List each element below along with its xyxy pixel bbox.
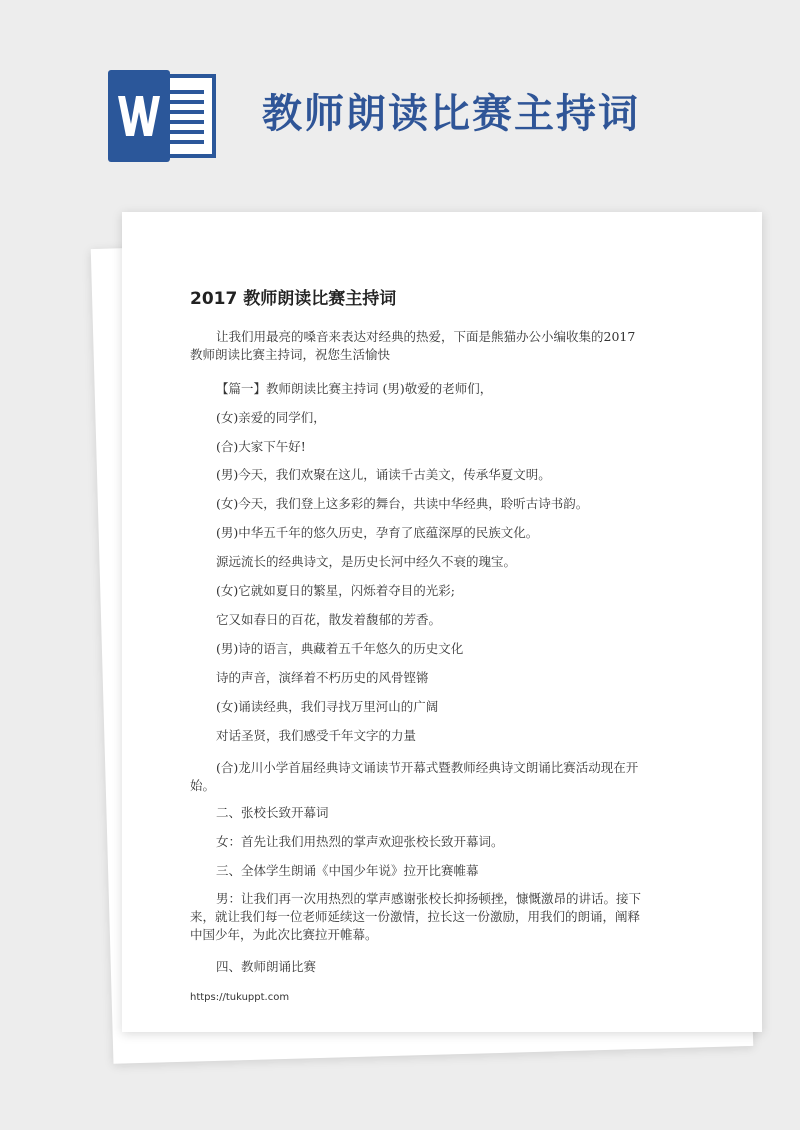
paragraph-line: (合)龙川小学首届经典诗文诵读节开幕式暨教师经典诗文朗诵比赛活动现在开始。 [190, 760, 639, 793]
footer-url: https://tukuppt.com [190, 992, 290, 1003]
intro-paragraph: 让我们用最亮的嗓音来表达对经典的热爱，下面是熊猫办公小编收集的2017 教师朗读比赛主持词，祝您生活愉快 [190, 329, 636, 362]
paragraph-line: 源远流长的经典诗文，是历史长河中经久不衰的瑰宝。 [216, 554, 517, 569]
paragraph-line: (女)诵读经典，我们寻找万里河山的广阔 [216, 699, 439, 714]
paragraph-line: (男)诗的语言，典藏着五千年悠久的历史文化 [216, 641, 464, 656]
section-heading: 四、教师朗诵比赛 [216, 959, 317, 974]
paragraph-line: 女：首先让我们用热烈的掌声欢迎张校长致开幕词。 [216, 834, 504, 849]
paragraph-line: (女)它就如夏日的繁星，闪烁着夺目的光彩; [216, 583, 455, 598]
document-title: 2017 教师朗读比赛主持词 [190, 289, 397, 309]
paragraph-line: (男)今天，我们欢聚在这儿，诵读千古美文，传承华夏文明。 [216, 467, 551, 482]
paragraph-line: 它又如春日的百花，散发着馥郁的芳香。 [216, 612, 442, 627]
section-heading: 二、张校长致开幕词 [216, 805, 329, 820]
paragraph-line: (合)大家下午好! [216, 439, 306, 454]
header-banner [0, 0, 800, 200]
paragraph-line: (女)亲爱的同学们， [216, 410, 326, 425]
banner-title: 教师朗读比赛主持词 [262, 91, 640, 137]
paragraph-line: 对话圣贤，我们感受千年文字的力量 [216, 728, 417, 743]
paragraph-line: 诗的声音，演绎着不朽历史的风骨铿锵 [216, 670, 429, 685]
word-logo-icon [108, 70, 218, 162]
paragraph-line: (男)中华五千年的悠久历史，孕育了底蕴深厚的民族文化。 [216, 525, 539, 540]
paragraph-line: (女)今天，我们登上这多彩的舞台，共读中华经典，聆听古诗书韵。 [216, 496, 589, 511]
paragraph-line: 【篇一】教师朗读比赛主持词 (男)敬爱的老师们， [216, 381, 493, 396]
section-heading: 三、全体学生朗诵《中国少年说》拉开比赛帷幕 [216, 863, 479, 878]
paragraph-line: 男：让我们再一次用热烈的掌声感谢张校长抑扬顿挫，慷慨激昂的讲话。接下来，就让我们每一位老师延续这一份激情，拉长这一份激励，用我们的朗诵，阐释中国少年，为此次比赛拉开帷幕。 [190, 891, 642, 942]
